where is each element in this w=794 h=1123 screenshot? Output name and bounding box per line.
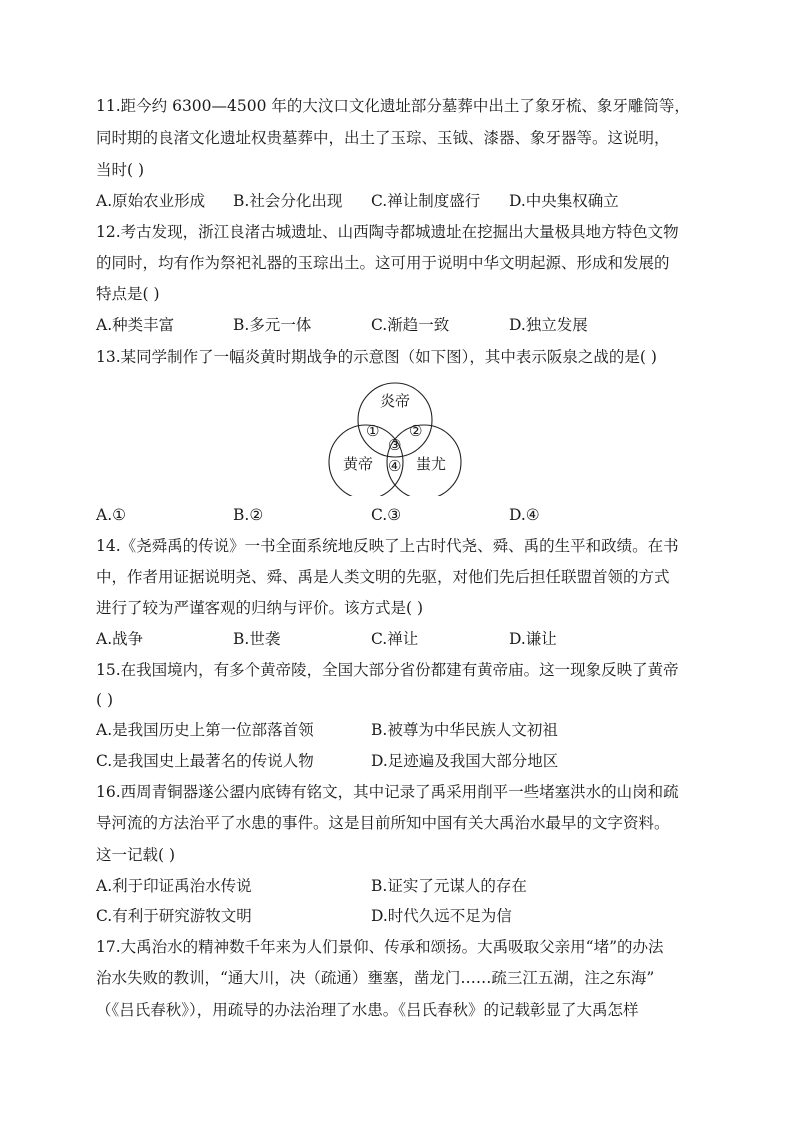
q12-line-1: 12.考古发现，浙江良渚古城遗址、山西陶寺都城遗址在挖掘出大量极具地方特色文物 — [96, 223, 679, 241]
q12-option-a: A.种类丰富 — [96, 316, 175, 334]
q11-line-3: 当时( ) — [96, 161, 145, 179]
q16-line-1: 16.西周青铜器遂公盨内底铸有铭文，其中记录了禹采用削平一些堵塞洪水的山岗和疏 — [96, 783, 679, 801]
q16-line-3: 这一记载( ) — [96, 846, 176, 864]
q16-option-b: B.证实了元谋人的存在 — [371, 877, 527, 895]
q12-line-2: 的同时，均有作为祭祀礼器的玉琮出土。这可用于说明中华文明起源、形成和发展的 — [96, 254, 670, 272]
q16-option-d: D.时代久远不足为信 — [371, 907, 512, 925]
q12-option-d: D.独立发展 — [509, 316, 588, 334]
q13-option-b: B.② — [233, 506, 264, 524]
region-3: ③ — [388, 436, 402, 454]
q11-option-a: A.原始农业形成 — [96, 192, 206, 210]
q14-option-b: B.世袭 — [233, 630, 281, 648]
q16-line-2: 导河流的方法治平了水患的事件。这是目前所知中国有关大禹治水最早的文字资料。 — [96, 814, 670, 832]
label-yandi: 炎帝 — [380, 392, 411, 410]
q17-line-1: 17.大禹治水的精神数千年来为人们景仰、传承和颂扬。大禹吸取父亲用“堵”的办法 — [96, 938, 664, 956]
q15-line-1: 15.在我国境内，有多个黄帝陵，全国大部分省份都建有黄帝庙。这一现象反映了黄帝 — [96, 661, 679, 679]
label-huangdi: 黄帝 — [343, 455, 374, 473]
q13-line-1: 13.某同学制作了一幅炎黄时期战争的示意图（如下图），其中表示阪泉之战的是( ) — [96, 348, 657, 366]
region-4: ④ — [388, 457, 402, 475]
region-1: ① — [366, 422, 380, 440]
q13-option-d: D.④ — [509, 506, 540, 524]
q15-option-c: C.是我国史上最著名的传说人物 — [96, 752, 314, 770]
q15-option-d: D.足迹遍及我国大部分地区 — [371, 752, 559, 770]
region-2: ② — [409, 422, 423, 440]
q14-line-1: 14.《尧舜禹的传说》一书全面系统地反映了上古时代尧、舜、禹的生平和政绩。在书 — [96, 537, 679, 555]
q15-option-a: A.是我国历史上第一位部落首领 — [96, 721, 314, 739]
q14-option-c: C.禅让 — [371, 630, 419, 648]
q17-line-2: 治水失败的教训，“通大川，决（疏通）壅塞，凿龙门……疏三江五湖，注之东海” — [96, 969, 655, 987]
q11-option-b: B.社会分化出现 — [233, 192, 343, 210]
q12-option-c: C.渐趋一致 — [371, 316, 450, 334]
q14-option-a: A.战争 — [96, 630, 144, 648]
label-chiyou: 蚩尤 — [416, 455, 447, 473]
venn-diagram — [326, 382, 466, 496]
q14-option-d: D.谦让 — [509, 630, 557, 648]
q17-line-3: （《吕氏春秋》），用疏导的办法治理了水患。《吕氏春秋》的记载彰显了大禹怎样 — [96, 1001, 639, 1019]
q12-line-3: 特点是( ) — [96, 285, 160, 303]
q12-option-b: B.多元一体 — [233, 316, 312, 334]
q14-line-2: 中，作者用证据说明尧、舜、禹是人类文明的先驱，对他们先后担任联盟首领的方式 — [96, 568, 670, 586]
q11-line-1: 11.距今约 6300—4500 年的大汶口文化遗址部分墓葬中出土了象牙梳、象牙雕筒等， — [96, 97, 690, 115]
q15-option-b: B.被尊为中华民族人文初祖 — [371, 721, 558, 739]
q13-option-a: A.① — [96, 506, 127, 524]
q11-option-c: C.禅让制度盛行 — [371, 192, 481, 210]
q11-line-2: 同时期的良渚文化遗址权贵墓葬中，出土了玉琮、玉钺、漆器、象牙器等。这说明， — [96, 129, 670, 147]
q16-option-a: A.利于印证禹治水传说 — [96, 877, 252, 895]
q13-option-c: C.③ — [371, 506, 402, 524]
q14-line-3: 进行了较为严谨客观的归纳与评价。该方式是( ) — [96, 599, 424, 617]
q11-option-d: D.中央集权确立 — [509, 192, 619, 210]
q16-option-c: C.有利于研究游牧文明 — [96, 907, 252, 925]
q15-line-2: ( ) — [96, 691, 114, 709]
